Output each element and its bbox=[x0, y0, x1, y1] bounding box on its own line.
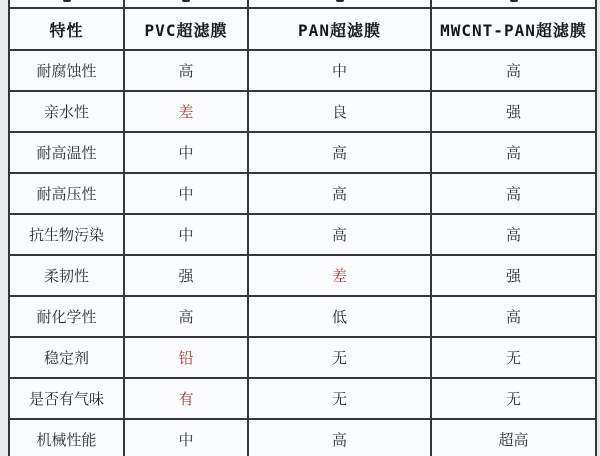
cropped-cell bbox=[9, 0, 124, 8]
value-cell: 差 bbox=[124, 91, 248, 132]
value-cell: 高 bbox=[431, 296, 596, 337]
table-row bbox=[9, 419, 596, 456]
feature-label: 机械性能 bbox=[9, 419, 124, 456]
value-cell: 高 bbox=[431, 50, 596, 91]
cropped-text-remnant bbox=[182, 0, 190, 2]
table-row bbox=[9, 337, 596, 378]
value-cell: 中 bbox=[248, 50, 431, 91]
feature-label: 耐高温性 bbox=[9, 132, 124, 173]
feature-label: 柔韧性 bbox=[9, 255, 124, 296]
value-cell: 高 bbox=[431, 132, 596, 173]
value-cell: 无 bbox=[248, 378, 431, 419]
table-row bbox=[9, 50, 596, 91]
table-row bbox=[9, 296, 596, 337]
value-cell: 中 bbox=[124, 132, 248, 173]
column-header-mwcnt-pan-membrane: MWCNT-PAN超滤膜 bbox=[431, 8, 596, 50]
cropped-cell bbox=[248, 0, 431, 8]
feature-label: 耐高压性 bbox=[9, 173, 124, 214]
value-cell: 高 bbox=[248, 132, 431, 173]
cropped-cell bbox=[124, 0, 248, 8]
value-cell: 无 bbox=[431, 378, 596, 419]
value-cell: 高 bbox=[431, 214, 596, 255]
table-row bbox=[9, 91, 596, 132]
feature-label: 稳定剂 bbox=[9, 337, 124, 378]
membrane-comparison-table bbox=[8, 0, 597, 456]
value-cell: 铅 bbox=[124, 337, 248, 378]
value-cell: 中 bbox=[124, 214, 248, 255]
feature-label: 亲水性 bbox=[9, 91, 124, 132]
value-cell: 中 bbox=[124, 173, 248, 214]
value-cell: 有 bbox=[124, 378, 248, 419]
value-cell: 强 bbox=[431, 91, 596, 132]
value-cell: 高 bbox=[248, 419, 431, 456]
cropped-text-remnant bbox=[510, 0, 518, 2]
value-cell: 高 bbox=[124, 50, 248, 91]
table-row bbox=[9, 378, 596, 419]
feature-label: 耐化学性 bbox=[9, 296, 124, 337]
value-cell: 无 bbox=[248, 337, 431, 378]
feature-label: 是否有气味 bbox=[9, 378, 124, 419]
cropped-row-above bbox=[9, 0, 596, 8]
value-cell: 差 bbox=[248, 255, 431, 296]
value-cell: 强 bbox=[431, 255, 596, 296]
table-row bbox=[9, 255, 596, 296]
value-cell: 超高 bbox=[431, 419, 596, 456]
value-cell: 良 bbox=[248, 91, 431, 132]
value-cell: 低 bbox=[248, 296, 431, 337]
value-cell: 高 bbox=[248, 173, 431, 214]
column-header-feature: 特性 bbox=[9, 8, 124, 50]
value-cell: 高 bbox=[124, 296, 248, 337]
feature-label: 抗生物污染 bbox=[9, 214, 124, 255]
cropped-cell bbox=[431, 0, 596, 8]
cropped-text-remnant bbox=[336, 0, 344, 2]
value-cell: 强 bbox=[124, 255, 248, 296]
table-body bbox=[9, 50, 596, 456]
table-row bbox=[9, 214, 596, 255]
value-cell: 高 bbox=[431, 173, 596, 214]
table-header-row bbox=[9, 8, 596, 50]
table-row bbox=[9, 173, 596, 214]
column-header-pvc-membrane: PVC超滤膜 bbox=[124, 8, 248, 50]
value-cell: 无 bbox=[431, 337, 596, 378]
value-cell: 中 bbox=[124, 419, 248, 456]
feature-label: 耐腐蚀性 bbox=[9, 50, 124, 91]
value-cell: 高 bbox=[248, 214, 431, 255]
column-header-pan-membrane: PAN超滤膜 bbox=[248, 8, 431, 50]
table-row bbox=[9, 132, 596, 173]
cropped-text-remnant bbox=[63, 0, 71, 2]
